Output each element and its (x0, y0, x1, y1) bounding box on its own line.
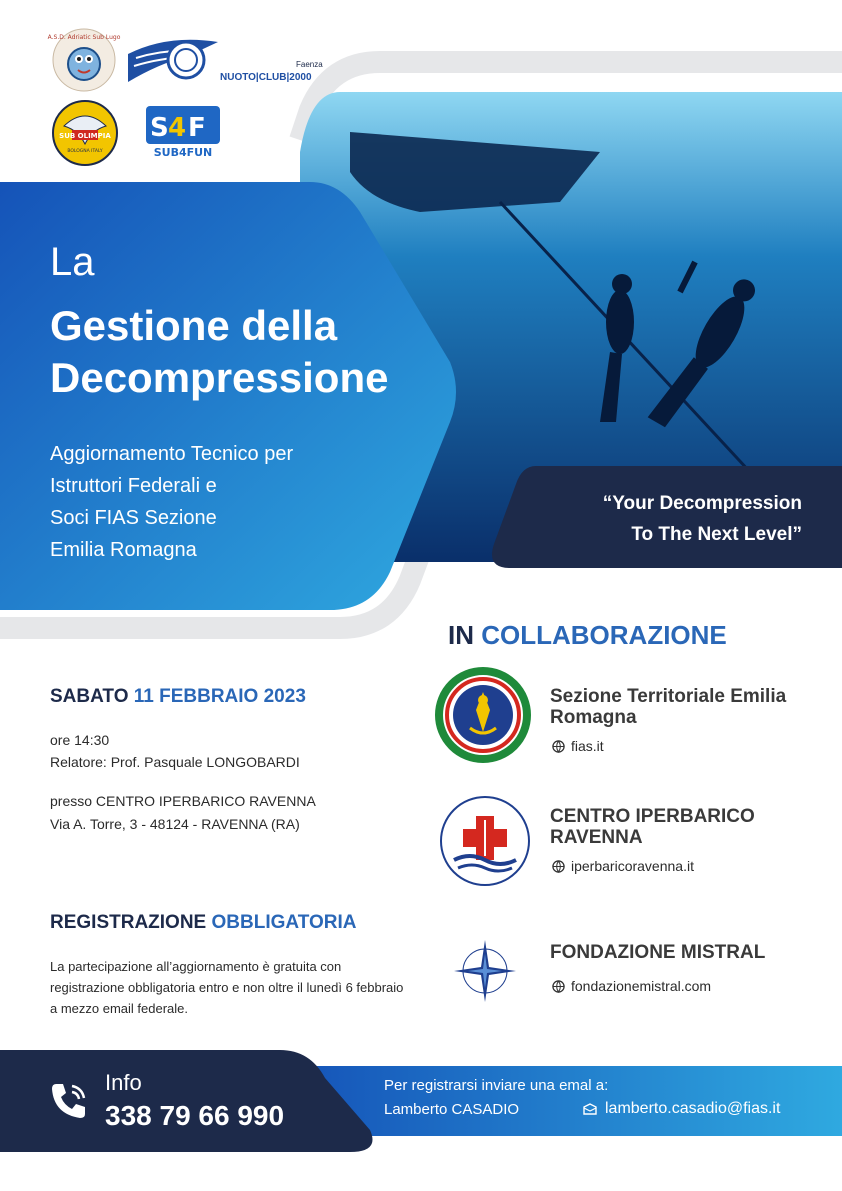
partner-site-mistral[interactable] (552, 978, 711, 994)
tagline-quote (540, 488, 802, 550)
nuoto-club-logo (128, 34, 328, 90)
globe-icon (552, 980, 565, 993)
sub-olimpia-text: SUB OLIMPIA (59, 132, 111, 140)
subtitle-line: Emilia Romagna (50, 539, 197, 561)
title-prefix: La (50, 240, 95, 284)
registration-hint: Per registrarsi inviare una emal a: (384, 1077, 609, 1094)
fias-logo (438, 670, 528, 760)
globe-icon (552, 740, 565, 753)
partner-name-iperbarico: CENTRO IPERBARICO RAVENNA (550, 806, 755, 848)
event-date (50, 686, 306, 708)
partner-name-fias: Sezione Territoriale Emilia Romagna (550, 686, 787, 728)
sub-olimpia-city: BOLOGNA ITALY (67, 149, 103, 154)
adriatic-logo-text: A.S.D. Adriatic Sub Lugo (47, 34, 121, 41)
phone-icon (48, 1080, 90, 1122)
registration-email-address[interactable]: lamberto.casadio@fias.it (605, 1100, 781, 1117)
event-venue: presso CENTRO IPERBARICO RAVENNA (50, 793, 316, 809)
svg-text:F: F (188, 113, 206, 143)
subtitle-line: Aggiornamento Tecnico per (50, 443, 294, 465)
collaboration-title-a: IN (448, 620, 474, 650)
title-line-1: Gestione della (50, 302, 338, 349)
svg-text:4: 4 (168, 113, 187, 143)
sub-olimpia-logo (52, 100, 118, 166)
registration-title-b: OBBLIGATORIA (211, 912, 357, 933)
partner-site-label[interactable]: fondazionemistral.com (571, 978, 712, 994)
subtitle (50, 438, 370, 566)
registration-title-a: REGISTRAZIONE (50, 912, 207, 933)
event-address: Via A. Torre, 3 - 48124 - RAVENNA (RA) (50, 816, 300, 832)
partner-site-iperbarico[interactable] (552, 858, 694, 874)
quote-line-2: To The Next Level” (631, 524, 802, 545)
sub4fun-logo (146, 106, 220, 162)
event-day: SABATO (50, 686, 129, 707)
collaboration-title-b: COLLABORAZIONE (481, 620, 727, 650)
mail-icon (583, 1103, 597, 1115)
partner-name-mistral: FONDAZIONE MISTRAL (550, 942, 766, 963)
partner-site-label[interactable]: fias.it (571, 738, 604, 754)
subtitle-line: Istruttori Federali e (50, 475, 217, 497)
collaboration-title (448, 620, 727, 651)
svg-text:S: S (150, 113, 169, 143)
centro-iperbarico-logo (440, 796, 530, 886)
registration-contact-name: Lamberto CASADIO (384, 1101, 520, 1118)
event-date-value: 11 FEBBRAIO 2023 (133, 686, 306, 707)
sub4fun-text: SUB4FUN (153, 146, 213, 159)
partner-site-fias[interactable] (552, 738, 604, 754)
info-label: Info (105, 1070, 142, 1095)
subtitle-line: Soci FIAS Sezione (50, 507, 217, 529)
nuoto-city: Faenza (296, 60, 323, 69)
event-time: ore 14:30 (50, 732, 110, 748)
partner-site-label[interactable]: iperbaricoravenna.it (571, 858, 694, 874)
info-phone[interactable]: 338 79 66 990 (105, 1100, 285, 1131)
registration-email[interactable] (583, 1100, 780, 1118)
fondazione-mistral-logo (440, 926, 530, 1016)
adriatic-sub-logo (47, 28, 121, 92)
globe-icon (552, 860, 565, 873)
title-line-2: Decompressione (50, 354, 389, 401)
event-speaker: Relatore: Prof. Pasquale LONGOBARDI (50, 754, 300, 770)
nuoto-club-text: NUOTO|CLUB|2000 (220, 72, 312, 83)
registration-text: La partecipazione all’aggiornamento è gratuita con registrazione obbligatoria entro e non oltre il lunedì 6 febbraio a mezzo email federale. (50, 959, 404, 1016)
page-title (50, 300, 450, 404)
registration-title (50, 912, 356, 934)
quote-line-1: “Your Decompression (602, 493, 802, 514)
